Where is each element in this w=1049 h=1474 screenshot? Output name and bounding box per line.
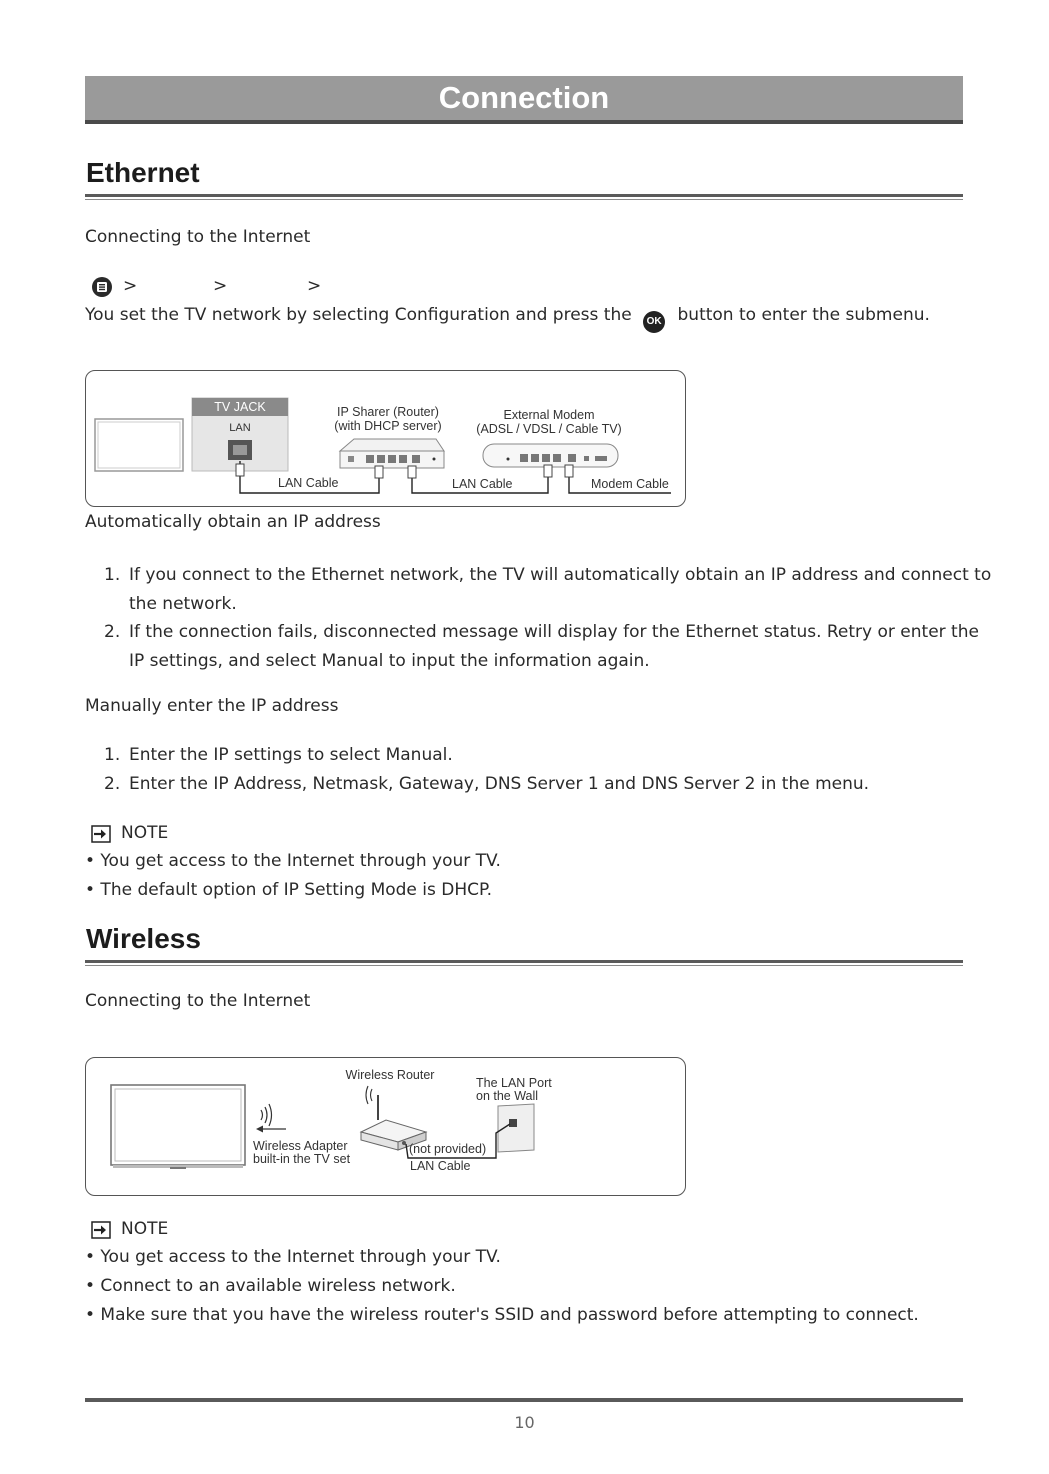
menu-icon (91, 276, 115, 298)
modem-label-2: (ADSL / VDSL / Cable TV) (476, 422, 622, 436)
auto-step-2 (104, 618, 979, 676)
not-provided-label: (not provided) (409, 1142, 487, 1156)
page-banner-title: Connection (85, 76, 963, 124)
modem-illustration (483, 444, 618, 467)
ethernet-rule-thin (85, 199, 963, 200)
wireless-note-2: • Connect to an available wireless network. (85, 1276, 456, 1296)
lan-port-label-1: The LAN Port (476, 1076, 552, 1090)
tv-illustration (111, 1085, 245, 1169)
footer-rule (85, 1398, 963, 1402)
step-text-cont: IP settings, and select Manual to input the information again. (129, 651, 650, 671)
step-text: If you connect to the Ethernet network, the TV will automatically obtain an IP address and connect to (129, 565, 992, 585)
router-label-1: IP Sharer (Router) (337, 405, 439, 419)
ethernet-heading: Ethernet (86, 157, 200, 188)
wireless-rule-thin (85, 965, 963, 966)
manual-ip-heading: Manually enter the IP address (85, 696, 339, 716)
arrow-left-icon (256, 1126, 286, 1133)
ethernet-note-1: • You get access to the Internet through your TV. (85, 851, 501, 871)
path-separator-3: > (307, 276, 322, 296)
step-text: Enter the IP settings to select Manual. (129, 745, 453, 765)
wireless-diagram (85, 1057, 686, 1196)
ethernet-subheading: Connecting to the Internet (85, 227, 311, 247)
step-text: Enter the IP Address, Netmask, Gateway, DNS Server 1 and DNS Server 2 in the menu. (129, 774, 870, 794)
path-separator-1: > (123, 276, 138, 296)
adapter-label-2: built-in the TV set (253, 1152, 351, 1166)
manual-step-2 (104, 774, 869, 794)
configuration-instruction (85, 305, 930, 333)
wifi-waves-icon (261, 1104, 272, 1126)
ethernet-note-2: • The default option of IP Setting Mode is DHCP. (85, 880, 493, 900)
page-number: 10 (514, 1413, 535, 1432)
auto-ip-heading: Automatically obtain an IP address (85, 512, 381, 532)
manual-step-1 (104, 745, 453, 765)
wireless-lan-cable-label: LAN Cable (410, 1159, 471, 1173)
lan-port-label-2: on the Wall (476, 1089, 539, 1103)
ethernet-diagram (85, 370, 686, 507)
ethernet-note-label: NOTE (121, 823, 169, 843)
wireless-note-3: • Make sure that you have the wireless router's SSID and password before attempting to connect. (85, 1305, 919, 1325)
ethernet-rule (85, 194, 963, 197)
lan-cable-label-2: LAN Cable (452, 477, 513, 491)
wireless-note-label: NOTE (121, 1219, 169, 1239)
tv-jack-panel (192, 398, 288, 471)
step-number: 2. (104, 622, 121, 642)
adapter-label-1: Wireless Adapter (253, 1139, 348, 1153)
wireless-note-1: • You get access to the Internet through your TV. (85, 1247, 501, 1267)
tv-jack-label: TV JACK (214, 400, 266, 414)
instruction-after: button to enter the submenu. (677, 305, 930, 325)
lan-label: LAN (229, 422, 251, 434)
note-arrow-icon (91, 1221, 111, 1239)
step-text-cont: the network. (129, 594, 237, 614)
step-number: 1. (104, 565, 121, 585)
wireless-heading: Wireless (86, 923, 201, 954)
wireless-router-illustration (361, 1086, 426, 1150)
step-number: 2. (104, 774, 121, 794)
router-illustration (340, 439, 444, 468)
step-number: 1. (104, 745, 121, 765)
lan-cable-label-1: LAN Cable (278, 476, 339, 490)
wireless-rule (85, 960, 963, 963)
instruction-before: You set the TV network by selecting Configuration and press the (85, 305, 632, 325)
wireless-subheading: Connecting to the Internet (85, 991, 311, 1011)
modem-cable-label: Modem Cable (591, 477, 669, 491)
tv-illustration (95, 419, 183, 471)
wireless-router-label: Wireless Router (345, 1068, 435, 1082)
ok-button-icon: OK (643, 311, 665, 333)
auto-step-1 (104, 561, 991, 619)
note-arrow-icon (91, 825, 111, 843)
step-text: If the connection fails, disconnected message will display for the Ethernet status. Retry or enter the (129, 622, 979, 642)
modem-label-1: External Modem (503, 408, 595, 422)
path-separator-2: > (213, 276, 228, 296)
router-label-2: (with DHCP server) (334, 419, 442, 433)
